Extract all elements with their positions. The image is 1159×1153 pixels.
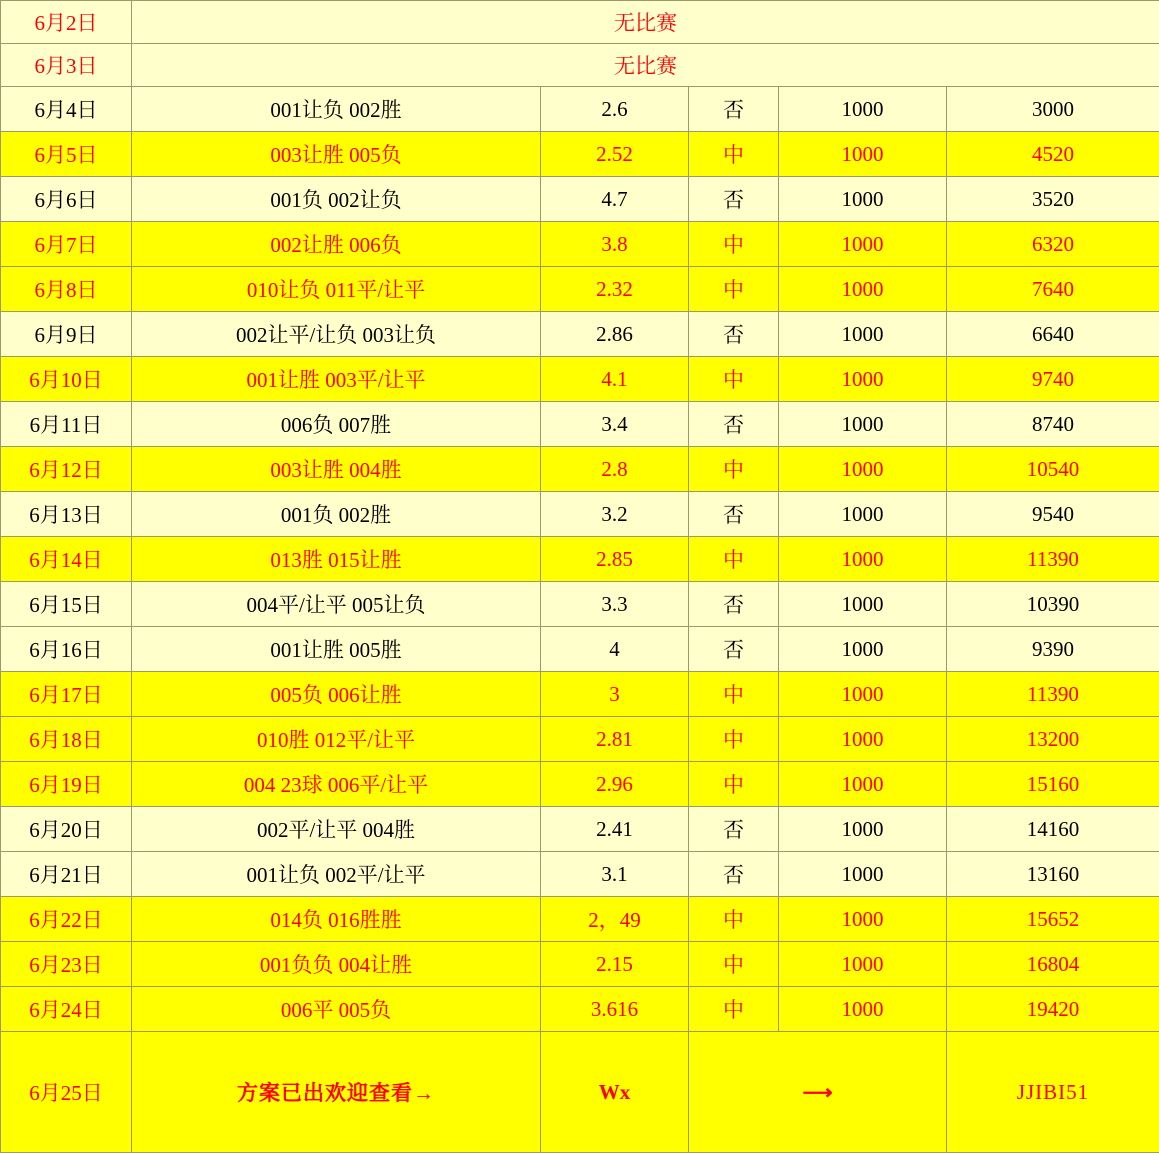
table-row	[1, 537, 1159, 582]
table-row	[1, 357, 1159, 402]
cell-stake: 1000	[779, 852, 947, 897]
cell-no-race: 无比赛	[132, 1, 1159, 44]
cell-date: 6月11日	[1, 402, 132, 447]
cell-odds: 2.15	[541, 942, 689, 987]
cell-date: 6月23日	[1, 942, 132, 987]
cell-stake: 1000	[779, 627, 947, 672]
cell-pick: 001让负 002胜	[132, 87, 541, 132]
cell-profit: 16804	[947, 942, 1159, 987]
cell-hit: 中	[689, 447, 779, 492]
cell-date: 6月18日	[1, 717, 132, 762]
cell-odds: 3.1	[541, 852, 689, 897]
cell-pick: 004 23球 006平/让平	[132, 762, 541, 807]
cell-stake: 1000	[779, 942, 947, 987]
cell-pick: 003让胜 005负	[132, 132, 541, 177]
cell-odds: 3.8	[541, 222, 689, 267]
arrow-right-icon: ⟶	[689, 1032, 947, 1153]
cell-odds: 3.3	[541, 582, 689, 627]
cell-profit: 15160	[947, 762, 1159, 807]
cell-date: 6月24日	[1, 987, 132, 1032]
cell-odds: 2.96	[541, 762, 689, 807]
cell-date: 6月5日	[1, 132, 132, 177]
cell-odds: 4	[541, 627, 689, 672]
cell-profit: 4520	[947, 132, 1159, 177]
cell-date: 6月3日	[1, 44, 132, 87]
promo-wx-id: JJIBI51	[947, 1032, 1159, 1153]
cell-pick: 006负 007胜	[132, 402, 541, 447]
cell-pick: 006平 005负	[132, 987, 541, 1032]
table-row	[1, 222, 1159, 267]
cell-hit: 中	[689, 672, 779, 717]
cell-odds: 2.86	[541, 312, 689, 357]
table-row	[1, 312, 1159, 357]
cell-date: 6月22日	[1, 897, 132, 942]
cell-odds: 2.52	[541, 132, 689, 177]
cell-stake: 1000	[779, 897, 947, 942]
cell-profit: 8740	[947, 402, 1159, 447]
cell-stake: 1000	[779, 447, 947, 492]
cell-stake: 1000	[779, 132, 947, 177]
cell-hit: 否	[689, 852, 779, 897]
cell-date: 6月12日	[1, 447, 132, 492]
table-row	[1, 44, 1159, 87]
cell-date: 6月6日	[1, 177, 132, 222]
cell-odds: 2.6	[541, 87, 689, 132]
cell-pick: 002平/让平 004胜	[132, 807, 541, 852]
cell-odds: 4.7	[541, 177, 689, 222]
cell-pick: 014负 016胜胜	[132, 897, 541, 942]
cell-date: 6月4日	[1, 87, 132, 132]
cell-odds: 2.85	[541, 537, 689, 582]
cell-stake: 1000	[779, 87, 947, 132]
cell-profit: 3000	[947, 87, 1159, 132]
cell-date: 6月2日	[1, 1, 132, 44]
cell-pick: 001负 002让负	[132, 177, 541, 222]
cell-stake: 1000	[779, 987, 947, 1032]
table-row	[1, 897, 1159, 942]
cell-odds: 3.2	[541, 492, 689, 537]
cell-hit: 中	[689, 132, 779, 177]
cell-pick: 010让负 011平/让平	[132, 267, 541, 312]
table-row	[1, 132, 1159, 177]
cell-stake: 1000	[779, 717, 947, 762]
table-row	[1, 627, 1159, 672]
cell-hit: 否	[689, 402, 779, 447]
cell-odds: 2.8	[541, 447, 689, 492]
cell-odds: 2.81	[541, 717, 689, 762]
table-row	[1, 672, 1159, 717]
cell-stake: 1000	[779, 492, 947, 537]
cell-pick: 003让胜 004胜	[132, 447, 541, 492]
cell-stake: 1000	[779, 357, 947, 402]
cell-profit: 11390	[947, 672, 1159, 717]
cell-hit: 否	[689, 492, 779, 537]
cell-date: 6月17日	[1, 672, 132, 717]
cell-stake: 1000	[779, 312, 947, 357]
cell-pick: 010胜 012平/让平	[132, 717, 541, 762]
cell-pick: 005负 006让胜	[132, 672, 541, 717]
cell-stake: 1000	[779, 807, 947, 852]
cell-date: 6月20日	[1, 807, 132, 852]
table-row	[1, 267, 1159, 312]
table-row	[1, 87, 1159, 132]
cell-pick: 002让平/让负 003让负	[132, 312, 541, 357]
cell-hit: 中	[689, 942, 779, 987]
cell-date: 6月15日	[1, 582, 132, 627]
cell-hit: 否	[689, 627, 779, 672]
table-row	[1, 1, 1159, 44]
cell-profit: 13200	[947, 717, 1159, 762]
cell-pick: 013胜 015让胜	[132, 537, 541, 582]
cell-stake: 1000	[779, 582, 947, 627]
cell-odds: 4.1	[541, 357, 689, 402]
cell-pick: 001负负 004让胜	[132, 942, 541, 987]
results-table-body	[1, 1, 1159, 1153]
cell-hit: 否	[689, 312, 779, 357]
cell-profit: 10390	[947, 582, 1159, 627]
cell-pick: 001让负 002平/让平	[132, 852, 541, 897]
cell-odds: 2.32	[541, 267, 689, 312]
table-row	[1, 987, 1159, 1032]
cell-hit: 中	[689, 267, 779, 312]
cell-profit: 15652	[947, 897, 1159, 942]
cell-hit: 否	[689, 582, 779, 627]
cell-hit: 中	[689, 717, 779, 762]
table-row	[1, 762, 1159, 807]
cell-odds: 2.41	[541, 807, 689, 852]
cell-stake: 1000	[779, 177, 947, 222]
cell-no-race: 无比赛	[132, 44, 1159, 87]
cell-stake: 1000	[779, 222, 947, 267]
promo-row	[1, 1032, 1159, 1153]
cell-hit: 中	[689, 897, 779, 942]
table-row	[1, 942, 1159, 987]
table-row	[1, 852, 1159, 897]
cell-profit: 6320	[947, 222, 1159, 267]
cell-profit: 11390	[947, 537, 1159, 582]
cell-date: 6月21日	[1, 852, 132, 897]
table-row	[1, 717, 1159, 762]
promo-wx-label: Wx	[541, 1032, 689, 1153]
cell-date: 6月10日	[1, 357, 132, 402]
cell-pick: 001负 002胜	[132, 492, 541, 537]
cell-hit: 中	[689, 357, 779, 402]
cell-hit: 否	[689, 177, 779, 222]
cell-hit: 中	[689, 537, 779, 582]
cell-odds: 3.4	[541, 402, 689, 447]
cell-profit: 3520	[947, 177, 1159, 222]
table-row	[1, 582, 1159, 627]
cell-profit: 19420	[947, 987, 1159, 1032]
cell-promo-date: 6月25日	[1, 1032, 132, 1153]
cell-pick: 004平/让平 005让负	[132, 582, 541, 627]
cell-profit: 6640	[947, 312, 1159, 357]
cell-date: 6月13日	[1, 492, 132, 537]
cell-stake: 1000	[779, 762, 947, 807]
table-row	[1, 807, 1159, 852]
cell-date: 6月9日	[1, 312, 132, 357]
cell-profit: 9540	[947, 492, 1159, 537]
cell-pick: 001让胜 005胜	[132, 627, 541, 672]
table-row	[1, 492, 1159, 537]
cell-profit: 10540	[947, 447, 1159, 492]
cell-profit: 9740	[947, 357, 1159, 402]
cell-odds: 3	[541, 672, 689, 717]
cell-profit: 7640	[947, 267, 1159, 312]
cell-pick: 002让胜 006负	[132, 222, 541, 267]
cell-date: 6月19日	[1, 762, 132, 807]
cell-date: 6月8日	[1, 267, 132, 312]
cell-date: 6月16日	[1, 627, 132, 672]
table-row	[1, 177, 1159, 222]
cell-stake: 1000	[779, 672, 947, 717]
table-row	[1, 447, 1159, 492]
cell-hit: 中	[689, 987, 779, 1032]
cell-hit: 中	[689, 222, 779, 267]
cell-hit: 否	[689, 87, 779, 132]
cell-profit: 9390	[947, 627, 1159, 672]
cell-hit: 中	[689, 762, 779, 807]
cell-profit: 14160	[947, 807, 1159, 852]
promo-message: 方案已出欢迎查看→	[132, 1032, 541, 1153]
table-row	[1, 402, 1159, 447]
cell-stake: 1000	[779, 537, 947, 582]
cell-date: 6月14日	[1, 537, 132, 582]
cell-odds: 3.616	[541, 987, 689, 1032]
cell-stake: 1000	[779, 402, 947, 447]
cell-hit: 否	[689, 807, 779, 852]
cell-profit: 13160	[947, 852, 1159, 897]
cell-pick: 001让胜 003平/让平	[132, 357, 541, 402]
cell-stake: 1000	[779, 267, 947, 312]
cell-date: 6月7日	[1, 222, 132, 267]
cell-odds: 2，49	[541, 897, 689, 942]
